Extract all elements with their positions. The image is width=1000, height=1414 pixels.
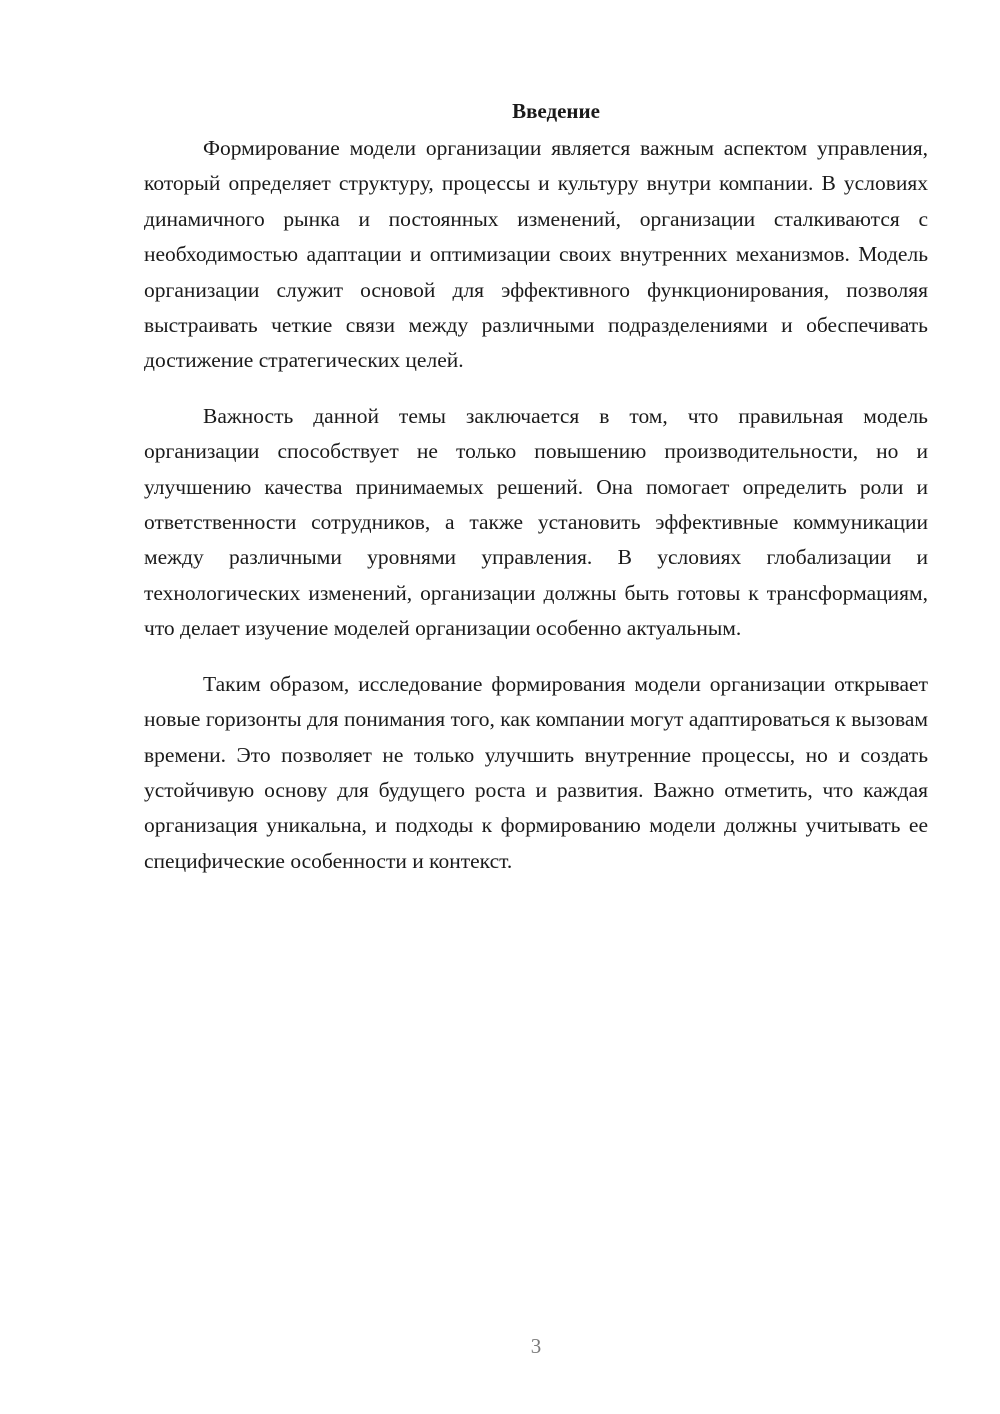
paragraph-3: Таким образом, исследование формирования модели организации открывает новые горизонты для понимания того, как компании могут адаптироваться к вызовам времени. Это позволяет не только улучшить внутренние процессы, но и создать устойчивую основу для будущего роста и развития. Важно отметить, что каждая организация уникальна, и подходы к формированию модели должны учитывать ее специфические особенности и контекст. [144, 671, 928, 873]
page-number: 3 [530, 1334, 542, 1358]
section-title: Введение [512, 99, 600, 123]
paragraph-2: Важность данной темы заключается в том, что правильная модель организации способствует не только повышению производительности, но и улучшению качества принимаемых решений. Она помогает определить роли и ответственности сотрудников, а также установить эффективные коммуникации между различными уровнями управления. В условиях глобализации и технологических изменений, организации должны быть готовы к трансформациям, что делает изучение моделей организации особенно актуальным. [144, 403, 928, 641]
page-content [144, 97, 928, 879]
paragraph-1: Формирование модели организации является важным аспектом управления, который определяет структуру, процессы и культуру внутри компании. В условиях динамичного рынка и постоянных изменений, организации сталкиваются с необходимостью адаптации и оптимизации своих внутренних механизмов. Модель организации служит основой для эффективного функционирования, позволяя выстраивать четкие связи между различными подразделениями и обеспечивать достижение стратегических целей. [144, 136, 928, 373]
